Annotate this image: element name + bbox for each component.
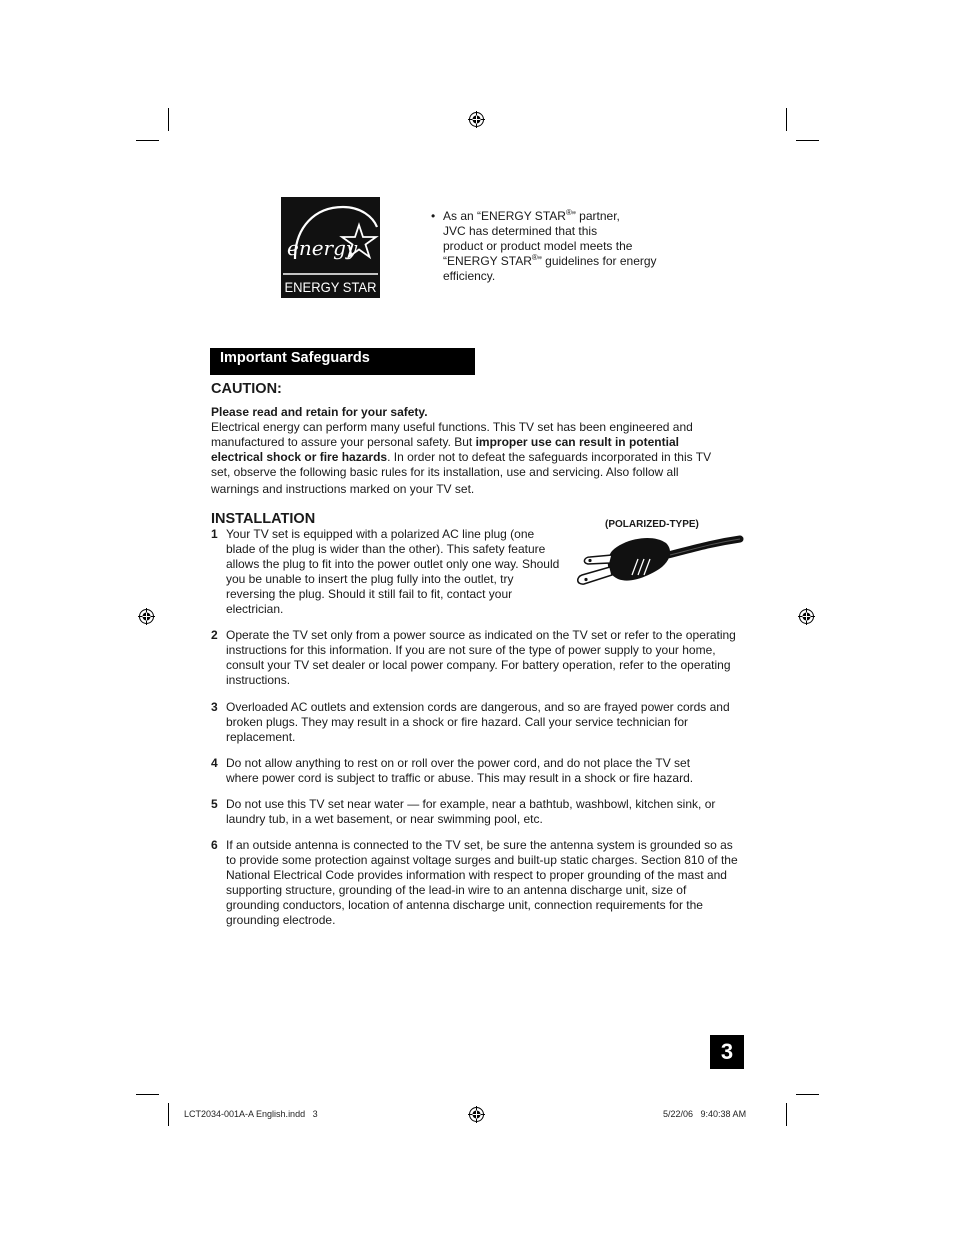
energy-star-logo (281, 197, 380, 298)
installation-item: 4 Do not allow anything to rest on or roll over the power cord, and do not place the TV set where power cord is subject to traffic or abuse. This may result in a shock or fire hazard. (211, 756, 694, 785)
installation-item: 3 Overloaded AC outlets and extension cords are dangerous, and so are frayed power cords and broken plugs. They may result in a shock or fire hazard. Call your service technician for replacement. (211, 700, 730, 744)
installation-item: 6 If an outside antenna is connected to the TV set, be sure the antenna system is grounded so as to provide some protection against voltage surges and built-up static charges. Section 810 of the National Electrical Code provides information with respect to proper grounding of the mast and supporting structure, grounding of the lead-in wire to an antenna discharge unit, size of grounding conductors, location of antenna discharge unit, connection requirements for the grounding electrode. (211, 838, 738, 927)
plug-caption: (POLARIZED-TYPE) (605, 519, 699, 530)
crop-mark (796, 1094, 819, 1095)
crop-mark (786, 1103, 787, 1126)
footer-timestamp: 5/22/06 9:40:38 AM (663, 1109, 747, 1119)
registration-mark-icon (468, 1106, 485, 1123)
installation-item: 2 Operate the TV set only from a power source as indicated on the TV set or refer to the operating instructions for this information. If you are not sure of the type of power supply to your home, consult your TV set dealer or local power company. For battery operation, refer to the operating instructions. (211, 628, 736, 687)
caution-lead: Please read and retain for your safety. (211, 405, 428, 419)
crop-mark (136, 140, 159, 141)
crop-mark (168, 108, 169, 131)
registration-mark-icon (138, 608, 155, 625)
footer-filename: LCT2034-001A-A English.indd 3 (184, 1109, 318, 1119)
energy-star-note: • As an “ENERGY STAR®” partner, JVC has determined that this product or product model meets the “ENERGY STAR®” guidelines for energy efficiency. (431, 208, 657, 283)
polarized-plug-icon (572, 533, 744, 593)
installation-heading: INSTALLATION (211, 511, 316, 527)
installation-item: 1 Your TV set is equipped with a polarized AC line plug (one blade of the plug is wider than the other). This safety feature allows the plug to fit into the power outlet only one way. Should you be unable to insert the plug fully into the outlet, try reversing the plug. Should it still fail to fit, contact your electrician. (211, 527, 560, 616)
caution-heading: CAUTION: (211, 381, 282, 397)
registration-mark-icon (798, 608, 815, 625)
caution-paragraph: Please read and retain for your safety. Electrical energy can perform many useful functions. This TV set has been engineered and manufactured to assure your personal safety. But improper use can result in potential electrical shock or fire hazards. In order not to defeat the safeguards incorporated in this TV set, observe the following basic rules for its installation, use and servicing. Also follow all warnings and instructions marked on your TV set. (211, 405, 731, 497)
crop-mark (136, 1094, 159, 1095)
crop-mark (168, 1103, 169, 1126)
svg-text:energy: energy (287, 236, 358, 260)
section-title-bar: Important Safeguards (210, 348, 475, 375)
crop-mark (796, 140, 819, 141)
registration-mark-icon (468, 111, 485, 128)
bullet: • (431, 209, 436, 223)
crop-mark (786, 108, 787, 131)
page-number: 3 (710, 1035, 744, 1069)
installation-item: 5 Do not use this TV set near water — for example, near a bathtub, washbowl, kitchen sink, or laundry tub, in a wet basement, or near swimming pool, etc. (211, 797, 716, 826)
svg-text:ENERGY STAR: ENERGY STAR (284, 279, 377, 295)
